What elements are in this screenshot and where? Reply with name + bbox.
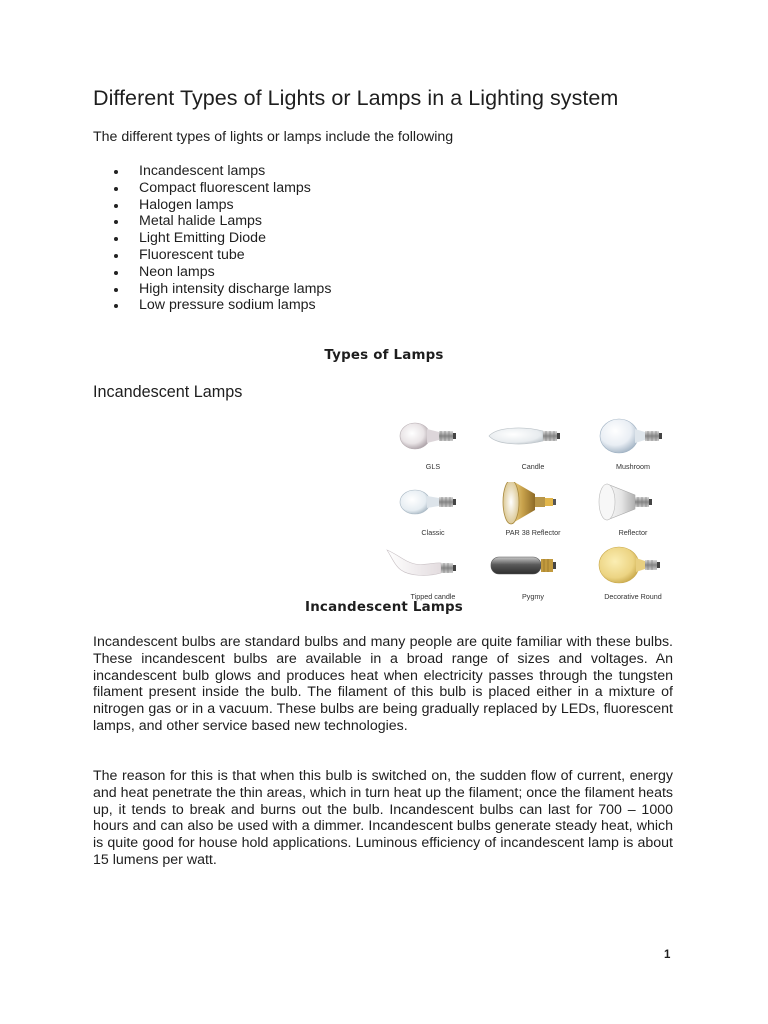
- lamp-cell-classic: [383, 482, 483, 546]
- par38-reflector-icon: [483, 482, 583, 526]
- tipped-candle-icon: [383, 546, 483, 590]
- pygmy-bulb-icon: [483, 546, 583, 590]
- lamp-label: GLS: [425, 462, 441, 471]
- figure-caption: Incandescent Lamps: [305, 600, 463, 615]
- bullet-icon: [114, 237, 118, 241]
- list-item: Compact fluorescent lamps: [93, 180, 331, 197]
- lamp-cell-mushroom: [583, 416, 683, 480]
- list-item: Incandescent lamps: [93, 163, 331, 180]
- classic-bulb-icon: [383, 482, 483, 526]
- lamp-cell-par38: [483, 482, 583, 546]
- bullet-icon: [114, 204, 118, 208]
- bullet-icon: [114, 288, 118, 292]
- lamp-cell-reflector: [583, 482, 683, 546]
- lamp-cell-candle: [483, 416, 583, 480]
- decorative-round-icon: [583, 546, 683, 590]
- incandescent-section-heading: Incandescent Lamps: [93, 383, 243, 401]
- intro-text: The different types of lights or lamps include the following: [93, 129, 454, 145]
- lamp-label: Pygmy: [522, 592, 544, 601]
- list-item: Halogen lamps: [93, 197, 331, 214]
- lamp-label: Reflector: [618, 528, 648, 537]
- bullet-icon: [114, 187, 118, 191]
- bullet-icon: [114, 220, 118, 224]
- list-item: Low pressure sodium lamps: [93, 297, 331, 314]
- gls-bulb-icon: [383, 416, 483, 460]
- lamp-label: PAR 38 Reflector: [505, 528, 561, 537]
- page-number: 1: [664, 949, 671, 961]
- list-item: High intensity discharge lamps: [93, 281, 331, 298]
- list-item: Light Emitting Diode: [93, 230, 331, 247]
- bullet-icon: [114, 170, 118, 174]
- lamp-label: Decorative Round: [604, 592, 662, 601]
- paragraph: The reason for this is that when this bulb is switched on, the sudden flow of current, energy and heat penetrate the thin areas, which in turn heat up the filament; once the filament heats up, it tends to break and burns out the bulb. Incandescent bulbs can last for 700 – 1000 hours and can also be used with a dimmer. Incandescent bulbs generate steady heat, which is quite good for house hold applications. Luminous efficiency of incandescent lamp is about 15 lumens per watt.: [93, 768, 673, 868]
- lamp-label: Classic: [421, 528, 445, 537]
- bullet-icon: [114, 271, 118, 275]
- list-item: Metal halide Lamps: [93, 213, 331, 230]
- mushroom-bulb-icon: [583, 416, 683, 460]
- lamp-types-list: [93, 163, 331, 314]
- reflector-bulb-icon: [583, 482, 683, 526]
- list-item: Fluorescent tube: [93, 247, 331, 264]
- list-item: Neon lamps: [93, 264, 331, 281]
- candle-bulb-icon: [483, 416, 583, 460]
- lamp-label: Candle: [521, 462, 545, 471]
- lamp-cell-gls: [383, 416, 483, 480]
- lamp-label: Tipped candle: [410, 592, 456, 601]
- lamp-figure: [383, 410, 683, 610]
- page-title: Different Types of Lights or Lamps in a Lighting system: [93, 86, 619, 110]
- types-of-lamps-heading: Types of Lamps: [324, 348, 444, 363]
- bullet-icon: [114, 254, 118, 258]
- bullet-icon: [114, 304, 118, 308]
- paragraph: Incandescent bulbs are standard bulbs and many people are quite familiar with these bulbs. These incandescent bulbs are available in a broad range of sizes and voltages. An incandescent bulb glows and produces heat when electricity passes through the tungsten filament present inside the bulb. The filament of this bulb is placed either in a mixture of nitrogen gas or in a vacuum. These bulbs are being gradually replaced by LEDs, fluorescent lamps, and other service based new technologies.: [93, 634, 673, 734]
- lamp-label: Mushroom: [616, 462, 650, 471]
